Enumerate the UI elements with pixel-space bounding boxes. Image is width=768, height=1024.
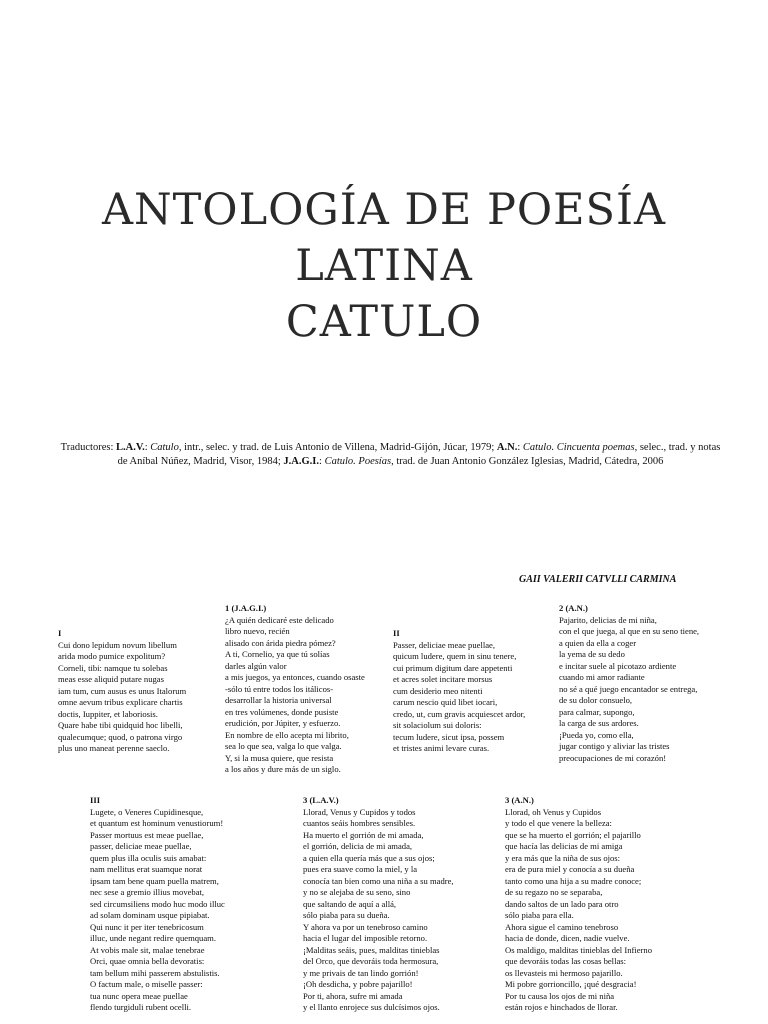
poem-line: no sé a qué juego encantador se entrega, [559, 683, 698, 694]
poem-line: A ti, Cornelio, ya que tú solías [225, 649, 330, 659]
poem-line: sólo piaba para su dueña. [303, 910, 390, 920]
poem-line: que se ha muerto el gorrión; el pajarillo [505, 829, 641, 840]
poem-line: que saltando de aquí a allá, [303, 898, 397, 909]
poem-line: et quantum est hominum venustiorum! [90, 818, 224, 828]
poem-1-translation-jagi [225, 603, 365, 776]
poem-line: y todo el que venere la belleza: [505, 818, 612, 828]
poem-line: dando saltos de un lado para otro [505, 898, 619, 909]
poem-line: y no se alejaba de su seno, sino [303, 887, 411, 897]
poem-line: hacia el lugar del imposible retorno. [303, 933, 428, 943]
poem-line: a quien da ella a coger [559, 637, 637, 648]
poem-line: quem plus illa oculis suis amabat: [90, 852, 207, 863]
poem-line: Mi pobre gorrioncillo, ¡qué desgracia! [505, 979, 637, 989]
poem-line: Ha muerto el gorrión de mi amada, [303, 829, 424, 840]
poem-line: O factum male, o miselle passer: [90, 979, 203, 989]
poem-line: ad solam dominam usque pipiabat. [90, 910, 210, 920]
poem-line: hacia de donde, dicen, nadie vuelve. [505, 933, 630, 943]
poem-line: Passer, deliciae meae puellae, [393, 639, 496, 650]
poem-line: a quien ella quería más que a sus ojos; [303, 852, 435, 863]
poem-line: tua nunc opera meae puellae [90, 990, 188, 1001]
poem-line: tecum ludere, sicut ipsa, possem [393, 731, 505, 742]
poem-line: que hacía las delicias de mi amiga [505, 841, 623, 851]
poem-line: darles algún valor [225, 660, 287, 671]
poem-heading: 3 (A.N.) [505, 795, 534, 805]
collection-title: GAII VALERII CATVLLI CARMINA [519, 574, 677, 585]
poem-line: con el que juega, al que en su seno tiene, [559, 626, 700, 636]
translator-an-title: Catulo. Cincuenta poemas [522, 442, 635, 453]
poem-heading: 3 (L.A.V.) [303, 795, 339, 805]
poem-2-latin [393, 628, 525, 755]
poem-line: credo, ut, cum gravis acquiescet ardor, [393, 708, 526, 719]
poem-line: Y, si la musa quiere, que resista [225, 752, 334, 763]
poem-line: Y ahora va por un tenebroso camino [303, 921, 428, 932]
poem-line: pues era suave como la miel, y la [303, 864, 418, 874]
poem-line: a mis juegos, ya entonces, cuando osaste [225, 672, 365, 682]
poem-line: ¡Pueda yo, como ella, [559, 729, 634, 740]
poem-line: tam bellum mihi passerem abstulistis. [90, 967, 220, 978]
poem-line: Llorad, oh Venus y Cupidos [505, 806, 602, 817]
poem-line: ¡Malditas seáis, pues, malditas tinieblas [303, 944, 440, 955]
translator-an-sep: : [517, 442, 523, 453]
poem-line: nec sese a gremio illius movebat, [90, 887, 205, 897]
poem-heading: I [58, 628, 62, 638]
poem-line: arida modo pumice expolitum? [58, 651, 166, 661]
poem-line: Os maldigo, malditas tinieblas del Infierno [505, 944, 653, 955]
translators-note [58, 441, 723, 469]
poem-line: Lugete, o Veneres Cupidinesque, [90, 806, 204, 817]
poem-3-translation-lav [303, 795, 454, 1014]
poem-line: tanto como una hija a su madre conoce; [505, 875, 642, 886]
poem-line: del Orco, que devoráis toda hermosura, [303, 956, 439, 966]
translator-an-abbr: A.N. [496, 442, 518, 453]
poem-line: Ahora sigue el camino tenebroso [505, 921, 619, 932]
poem-2-translation-an [559, 603, 699, 764]
poem-line: alisado con árida piedra pómez? [225, 637, 336, 648]
poem-line: flendo turgiduli rubent ocelli. [90, 1002, 192, 1012]
poem-line: sólo piaba para ella. [505, 910, 574, 920]
poem-line: os llevasteis mi hermoso pajarillo. [505, 967, 623, 978]
poem-line: Por tu causa los ojos de mi niña [505, 990, 615, 1001]
poem-line: et acres solet incitare morsus [393, 674, 493, 684]
poem-line: -sólo tú entre todos los itálicos- [225, 683, 334, 694]
poem-line: erudición, por Júpiter, y esfuerzo. [225, 718, 341, 728]
poem-line: ¿A quién dedicaré este delicado [225, 614, 334, 625]
poem-line: que devoráis todas las cosas bellas: [505, 956, 626, 966]
poem-1-latin [58, 628, 186, 755]
poem-line: omne aevum tribus explicare chartis [58, 697, 183, 707]
translator-lav-abbr: L.A.V. [116, 442, 145, 453]
poem-line: desarrollar la historia universal [225, 695, 332, 705]
poem-heading: 2 (A.N.) [559, 603, 588, 613]
poem-line: plus uno maneat perenne saeclo. [58, 743, 170, 753]
poem-line: el gorrión, delicia de mi amada, [303, 841, 413, 851]
poem-heading: III [90, 795, 101, 805]
poem-3-translation-an [505, 795, 652, 1014]
poem-line: ipsam tam bene quam puella matrem, [90, 875, 219, 886]
poem-line: están rojos e hinchados de llorar. [505, 1002, 618, 1012]
poem-line: cuando mi amor radiante [559, 672, 645, 682]
document-title [0, 182, 768, 350]
poem-line: et tristes animi levare curas. [393, 743, 490, 753]
poem-line: iam tum, cum ausus es unus Italorum [58, 685, 187, 696]
translators-intro: Traductores: [60, 442, 116, 453]
poem-line: doctis, Iuppiter, et laboriosis. [58, 708, 158, 719]
translator-lav-text: , intr., selec. y trad. de Luis Antonio de Villena, Madrid-Gijón, Júcar, 1979; [178, 442, 497, 453]
poem-3-latin [90, 795, 225, 1014]
poem-line: Orci, quae omnia bella devoratis: [90, 956, 205, 966]
poem-line: sea lo que sea, valga lo que valga. [225, 741, 342, 751]
poem-line: era de pura miel y conocía a su dueña [505, 864, 635, 874]
poem-line: y el llanto enrojece sus dulcísimos ojos. [303, 1002, 440, 1012]
poem-line: de su regazo no se separaba, [505, 887, 603, 897]
poem-line: de su dolor consuelo, [559, 695, 633, 705]
translator-lav-title: Catulo [150, 442, 179, 453]
poem-line: meas esse aliquid putare nugas [58, 674, 164, 684]
poem-line: cum desiderio meo nitenti [393, 685, 483, 696]
poem-line: para calmar, supongo, [559, 706, 635, 717]
poem-line: preocupaciones de mi corazón! [559, 752, 667, 763]
poem-line: qualecumque; quod, o patrona virgo [58, 731, 183, 742]
poem-line: En nombre de ello acepta mi librito, [225, 729, 349, 740]
translator-lav-sep: : [144, 442, 151, 453]
poem-line: sed circumsiliens modo huc modo illuc [90, 898, 225, 909]
title-line-2: LATINA [295, 241, 473, 291]
poem-line: Corneli, tibi: namque tu solebas [58, 662, 168, 673]
poem-line: quicum ludere, quem in sinu tenere, [393, 651, 517, 661]
translator-jagi-text: , trad. de Juan Antonio González Iglesias, Madrid, Cátedra, 2006 [391, 456, 664, 467]
poem-line: ¡Oh desdicha, y pobre pajarillo! [303, 979, 413, 989]
poem-line: la yema de su dedo [559, 649, 625, 659]
translator-jagi-abbr: J.A.G.I. [283, 456, 320, 467]
poem-line: nam mellitus erat suamque norat [90, 864, 203, 874]
poem-line: illuc, unde negant redire quemquam. [90, 933, 216, 943]
poem-line: a los años y dure más de un siglo. [225, 764, 341, 774]
poem-line: sit solaciolum sui doloris: [393, 720, 482, 730]
poem-heading: II [393, 628, 400, 638]
poem-line: cuantos seáis hombres sensibles. [303, 818, 416, 828]
poem-line: Pajarito, delicias de mi niña, [559, 614, 657, 625]
poem-line: Cui dono lepidum novum libellum [58, 639, 177, 650]
title-line-1: ANTOLOGÍA DE POESÍA [101, 185, 667, 235]
poem-line: libro nuevo, recién [225, 626, 290, 636]
poem-line: y era más que la niña de sus ojos: [505, 852, 621, 863]
poem-line: Por ti, ahora, sufre mi amada [303, 990, 403, 1001]
poem-line: passer, deliciae meae puellae, [90, 841, 192, 851]
translator-jagi-title: Catulo. Poesías [324, 456, 392, 467]
translator-jagi-sep: : [319, 456, 325, 467]
poem-line: conocía tan bien como una niña a su madre, [303, 875, 454, 886]
translator-an-text: , selec., trad. y notas de Aníbal Núñez, Madrid, Visor, 1984; [117, 442, 721, 467]
poem-line: cui primum digitum dare appetenti [393, 662, 513, 673]
poem-line: la carga de sus ardores. [559, 718, 639, 728]
poem-line: Llorad, Venus y Cupidos y todos [303, 806, 416, 817]
poem-line: Qui nunc it per iter tenebricosum [90, 921, 204, 932]
poem-line: Passer mortuus est meae puellae, [90, 829, 204, 840]
poem-line: en tres volúmenes, donde pusiste [225, 706, 339, 717]
poem-heading: 1 (J.A.G.I.) [225, 603, 267, 613]
poem-line: jugar contigo y aliviar las tristes [559, 741, 670, 751]
poem-line: y me privais de tan lindo gorrión! [303, 967, 419, 978]
poem-line: e incitar suele al picotazo ardiente [559, 660, 677, 671]
poem-line: Quare habe tibi quidquid hoc libelli, [58, 720, 183, 730]
poem-line: carum nescio quid libet iocari, [393, 697, 498, 707]
title-line-3: CATULO [285, 297, 483, 347]
poem-line: At vobis male sit, malae tenebrae [90, 944, 205, 955]
